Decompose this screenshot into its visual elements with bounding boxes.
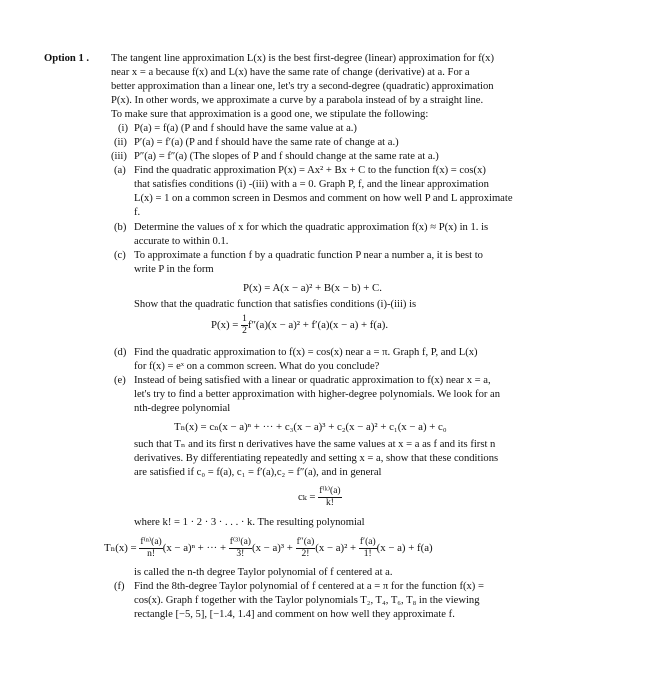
condition-ii-num: (ii)	[114, 137, 127, 148]
part-e-line-1: Instead of being satisfied with a linear or quadratic approximation to f(x) near x = a,	[134, 375, 491, 386]
part-c-eq-rhs: f″(a)(x − a)² + f′(a)(x − a) + f(a).	[247, 318, 389, 331]
part-c-line-1: To approximate a function f by a quadratic function P near a number a, it is best to	[134, 250, 483, 261]
part-a-line-2: that satisfies conditions (i) -(iii) with a = 0. Graph P, f, and the linear approximation	[134, 179, 489, 190]
option-label: Option 1 .	[44, 53, 90, 64]
part-d-line-1: Find the quadratic approximation to f(x) = cos(x) near a = π. Graph f, P, and L(x)	[134, 347, 478, 358]
tn-frac-2-num: f″(a)	[296, 537, 315, 547]
tn-frac-3-num: f⁽³⁾(a)	[229, 537, 251, 547]
tn-frac-1	[359, 537, 377, 560]
tn-frac-n-den: n!	[139, 548, 162, 560]
part-e-line-5: derivatives. By differentiating repeatedly and setting x = a, show that these conditions	[134, 453, 499, 464]
ck-fraction	[318, 486, 341, 509]
part-e-line-2: let's try to find a better approximation with higher-degree polynomials. We look for an	[134, 389, 501, 400]
part-b-line-1: Determine the values of x for which the quadratic approximation f(x) ≈ P(x) in 1. is	[134, 222, 489, 233]
tn-frac-n-num: f⁽ⁿ⁾(a)	[140, 537, 162, 547]
taylor-polynomial-formula	[104, 537, 433, 560]
part-f-line-3: rectangle [−5, 5], [−1.4, 1.4] and comment on how well they approximate f.	[134, 609, 455, 620]
part-b-line-2: accurate to within 0.1.	[134, 236, 229, 247]
part-e-line-6: are satisfied if c₀ = f(a), c₁ = f′(a),c₂ = f″(a), and in general	[134, 467, 382, 478]
ck-den: k!	[318, 497, 341, 509]
ck-lhs: cₖ =	[298, 490, 319, 503]
tn-frac-3	[229, 537, 252, 560]
ck-num: f⁽ᵏ⁾(a)	[319, 486, 341, 496]
tn-frac-2-den: 2!	[296, 548, 316, 560]
tn-term-3: (x − a)³ +	[251, 541, 296, 554]
condition-ii: P′(a) = f′(a) (P and f should have the same rate of change at a.)	[134, 137, 399, 148]
part-d-label: (d)	[114, 347, 127, 358]
tn-frac-n	[139, 537, 162, 560]
tn-lhs: Tₙ(x) =	[104, 541, 140, 554]
part-f-label: (f)	[114, 581, 125, 592]
half-num: 1	[242, 314, 247, 324]
part-e-ck-formula	[298, 486, 342, 509]
part-c-line-3: Show that the quadratic function that satisfies conditions (i)-(iii) is	[134, 299, 417, 310]
part-e-line-4: such that Tₙ and its first n derivatives have the same values at x = a as f and its first n	[134, 439, 496, 450]
tn-frac-2	[296, 537, 316, 560]
condition-i-num: (i)	[118, 123, 128, 134]
intro-line-1: The tangent line approximation L(x) is the best first-degree (linear) approximation for f(x)	[111, 53, 495, 64]
part-c-eq-lhs: P(x) =	[211, 318, 242, 331]
intro-line-5: To make sure that approximation is a good one, we stipulate the following:	[111, 109, 429, 120]
part-c-equation-form: P(x) = A(x − a)² + B(x − b) + C.	[243, 282, 382, 294]
half-fraction	[241, 314, 248, 337]
part-f-line-2: cos(x). Graph f together with the Taylor polynomials T₂, T₄, T₆, T₈ in the viewing	[134, 595, 480, 606]
condition-iii-num: (iii)	[111, 151, 127, 162]
tn-frac-3-den: 3!	[229, 548, 252, 560]
part-a-line-3: L(x) = 1 on a common screen in Desmos and comment on how well P and L approximate	[134, 193, 513, 204]
tn-term-2: (x − a)² +	[315, 541, 359, 554]
part-c-equation-result	[211, 314, 388, 337]
part-c-line-2: write P in the form	[134, 264, 214, 275]
part-e-line-7: where k! = 1 · 2 · 3 · . . . · k. The resulting polynomial	[134, 517, 365, 528]
part-a-line-4: f.	[134, 207, 141, 218]
intro-line-3: better approximation than a linear one, let's try a second-degree (quadratic) approximation	[111, 81, 494, 92]
half-den: 2	[242, 326, 247, 336]
part-e-line-8: is called the n-th degree Taylor polynomial of f centered at a.	[134, 567, 393, 578]
condition-i: P(a) = f(a) (P and f should have the same value at a.)	[134, 123, 357, 134]
tn-term-n: (x − a)ⁿ + ··· +	[162, 541, 229, 554]
part-f-line-1: Find the 8th-degree Taylor polynomial of f centered at a = π for the function f(x) =	[134, 581, 484, 592]
part-e-label: (e)	[114, 375, 126, 386]
tn-frac-1-num: f′(a)	[359, 537, 376, 547]
part-b-label: (b)	[114, 222, 127, 233]
part-c-label: (c)	[114, 250, 126, 261]
part-a-line-1: Find the quadratic approximation P(x) = Ax² + Bx + C to the function f(x) = cos(x)	[134, 165, 486, 176]
intro-line-4: P(x). In other words, we approximate a curve by a parabola instead of by a straight line.	[111, 95, 484, 106]
tn-term-1: (x − a) + f(a)	[376, 541, 433, 554]
intro-line-2: near x = a because f(x) and L(x) have the same rate of change (derivative) at a. For a	[111, 67, 470, 78]
part-a-label: (a)	[114, 165, 126, 176]
part-e-polynomial: Tₙ(x) = cₙ(x − a)ⁿ + ··· + c₃(x − a)³ + c₂(x − a)² + c₁(x − a) + c₀	[174, 421, 447, 433]
tn-frac-1-den: 1!	[359, 548, 377, 560]
part-d-line-2: for f(x) = eˣ on a common screen. What do you conclude?	[134, 361, 380, 372]
part-e-line-3: nth-degree polynomial	[134, 403, 231, 414]
condition-iii: P″(a) = f″(a) (The slopes of P and f should change at the same rate at a.)	[134, 151, 439, 162]
